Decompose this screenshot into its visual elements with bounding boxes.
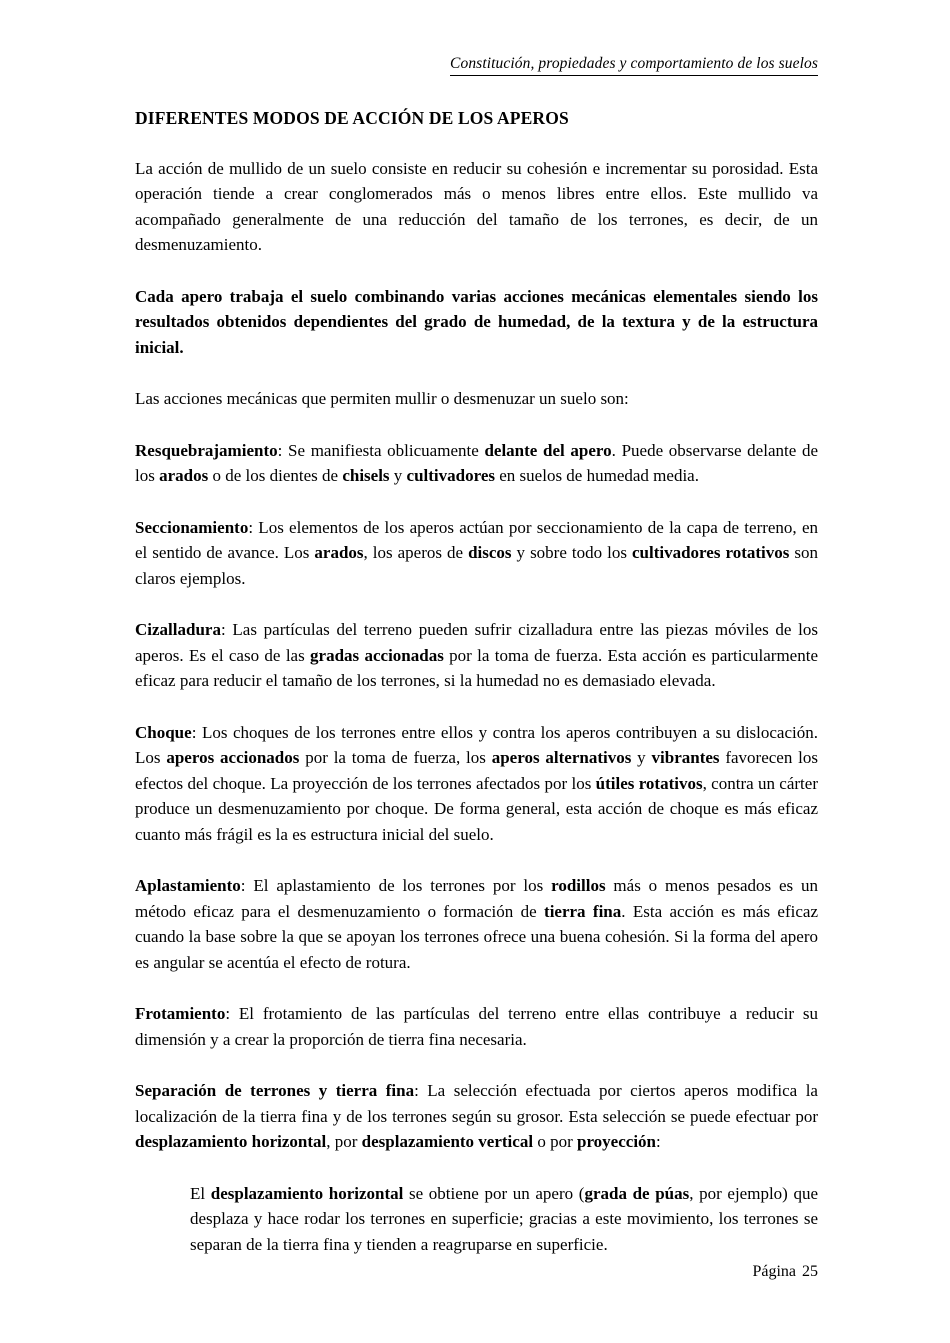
emphasis-utiles-rotativos: útiles rotativos [595, 773, 703, 793]
paragraph-intro-3 [135, 386, 818, 412]
paragraph-choque [135, 720, 818, 848]
paragraph-text: : Las partículas del terreno pueden sufrir cizalladura entre las piezas móviles de los aperos. Es el caso de las [135, 620, 818, 665]
paragraph-text: El [190, 1183, 211, 1203]
emphasis-cultivadores-rotativos: cultivadores rotativos [631, 543, 790, 563]
paragraph-resquebrajamiento [135, 438, 818, 489]
emphasis-desplazamiento-horizontal: desplazamiento horizontal [135, 1132, 327, 1152]
emphasis-arados: arados [159, 466, 209, 486]
paragraph-text: : La selección efectuada por ciertos aperos modifica la localización de la tierra fina y de los terrones según su grosor. Esta selección se puede efectuar por [135, 1081, 818, 1126]
paragraph-text: y sobre todo los [511, 543, 632, 563]
paragraph-desplazamiento-horizontal [190, 1181, 818, 1258]
emphasis-aperos-accionados: aperos accionados [166, 748, 300, 768]
page-footer [135, 1262, 818, 1281]
paragraph-intro-1 [135, 156, 818, 258]
paragraph-text: , por [326, 1132, 362, 1152]
emphasis-rodillos: rodillos [551, 876, 606, 896]
emphasis-vibrantes: vibrantes [651, 748, 720, 768]
document-body [135, 108, 818, 1257]
paragraph-separacion [135, 1078, 818, 1155]
paragraph-text: , contra un cárter produce un desmenuzamiento por choque. De forma general, esta acción de choque es más eficaz cuanto más frágil es la es estructura inicial del suelo. [135, 773, 818, 844]
paragraph-text: : El aplastamiento de los terrones por los [240, 876, 552, 896]
paragraph-cizalladura [135, 617, 818, 694]
emphasis-tierra-fina: tierra fina [544, 901, 622, 921]
term-seccionamiento: Seccionamiento [135, 517, 249, 537]
paragraph-text: : El frotamiento de las partículas del terreno entre ellas contribuye a reducir su dimensión y a crear la proporción de tierra fina necesaria. [135, 1004, 818, 1049]
paragraph-text: favorecen los efectos del choque. La proyección de los terrones afectados por los [135, 748, 819, 793]
paragraph-text: en suelos de humedad media. [495, 466, 699, 486]
paragraph-intro-2-bold [135, 284, 818, 361]
paragraph-text: Cada apero trabaja el suelo combinando varias acciones mecánicas elementales siendo los resultados obtenidos dependientes del grado de humedad, de la textura y de la estructura inicial. [135, 286, 818, 357]
term-separacion-de-terrones-y-tierra-fina: Separación de terrones y tierra fina [135, 1081, 415, 1101]
paragraph-text: : Se manifiesta oblicuamente [277, 440, 485, 460]
paragraph-text: por la toma de fuerza, los [299, 748, 492, 768]
term-aplastamiento: Aplastamiento [135, 876, 241, 896]
page-title: DIFERENTES MODOS DE ACCIÓN DE LOS APEROS [135, 108, 569, 128]
emphasis-discos: discos [468, 543, 512, 563]
emphasis-proyeccion: proyección [576, 1132, 656, 1152]
paragraph-text: La acción de mullido de un suelo consiste en reducir su cohesión e incrementar su porosidad. Esta operación tiende a crear conglomerados más o menos libres entre ellos. Este mullido va acompañado generalmente de una reducción del tamaño de los terrones, es decir, de un desmenuzamiento. [135, 158, 818, 255]
paragraph-text: o de los dientes de [208, 466, 343, 486]
paragraph-seccionamiento [135, 515, 818, 592]
paragraph-text: : Los elementos de los aperos actúan por seccionamiento de la capa de terreno, en el sentido de avance. Los [135, 517, 818, 563]
term-cizalladura: Cizalladura [135, 620, 221, 640]
running-header [135, 55, 818, 76]
term-resquebrajamiento: Resquebrajamiento [135, 440, 278, 460]
paragraph-text: o por [533, 1132, 577, 1152]
emphasis-chisels: chisels [342, 466, 390, 486]
paragraph-text: más o menos pesados es un método eficaz para el desmenuzamiento o formación de [135, 876, 818, 921]
emphasis-aperos-alternativos: aperos alternativos [491, 748, 632, 768]
emphasis-cultivadores: cultivadores [406, 466, 496, 486]
emphasis-gradas-accionadas: gradas accionadas [310, 645, 444, 665]
paragraph-text: : Los choques de los terrones entre ellos y contra los aperos contribuyen a su dislocación. Los [135, 722, 818, 768]
paragraph-text: : [656, 1132, 661, 1152]
term-frotamiento: Frotamiento [135, 1004, 226, 1024]
emphasis-arados: arados [314, 543, 364, 563]
term-choque: Choque [135, 722, 192, 742]
running-header-title: Constitución, propiedades y comportamiento de los suelos [450, 55, 818, 76]
paragraph-text: , los aperos de [363, 543, 469, 563]
paragraph-text: son claros ejemplos. [135, 543, 818, 588]
paragraph-text: y [389, 466, 407, 486]
paragraph-text: por la toma de fuerza. Esta acción es particularmente eficaz para reducir el tamaño de los terrones, si la humedad no es demasiado elevada. [135, 645, 818, 691]
paragraph-frotamiento [135, 1001, 818, 1052]
paragraph-aplastamiento [135, 873, 818, 975]
paragraph-text: . Puede observarse delante de los [135, 440, 818, 486]
paragraph-text: y [631, 748, 652, 768]
paragraph-text: , por ejemplo) que desplaza y hace rodar los terrones en superficie; gracias a este movimiento, los terrones se separan de la tierra fina y tienden a reagruparse en superficie. [190, 1183, 819, 1254]
page-number-label: Página [752, 1263, 796, 1280]
paragraph-text: se obtiene por un apero ( [403, 1183, 585, 1203]
emphasis-delante-del-apero: delante del apero [484, 440, 612, 460]
emphasis-grada-de-puas: grada de púas [584, 1183, 690, 1203]
emphasis-desplazamiento-horizontal: desplazamiento horizontal [210, 1183, 404, 1203]
paragraph-text: Las acciones mecánicas que permiten mullir o desmenuzar un suelo son: [135, 389, 629, 409]
emphasis-desplazamiento-vertical: desplazamiento vertical [361, 1132, 534, 1152]
paragraph-text: . Esta acción es más eficaz cuando la base sobre la que se apoyan los terrones ofrece una buena cohesión. Si la forma del apero es angular se acentúa el efecto de rotura. [135, 901, 818, 972]
page-number-value: 25 [802, 1263, 818, 1280]
